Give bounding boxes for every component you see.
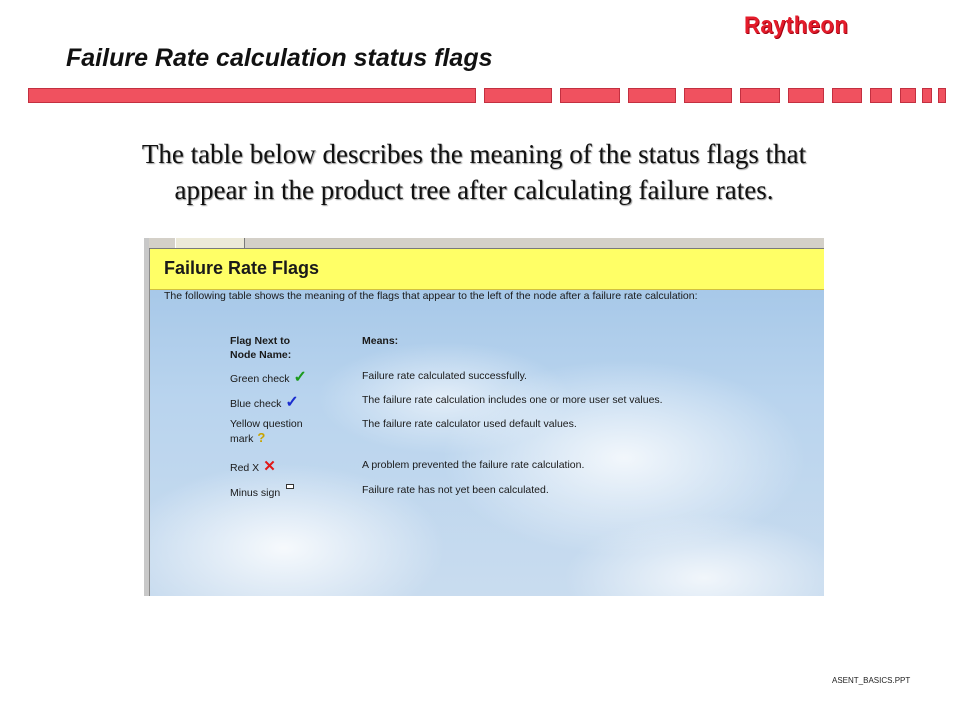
- help-screenshot: [144, 238, 824, 596]
- means-red-x: A problem prevented the failure rate calculation.: [362, 459, 585, 471]
- bar-segment: [938, 88, 946, 103]
- bar-segment: [832, 88, 862, 103]
- intro-line-1: The table below describes the meaning of the status flags that: [141, 139, 807, 169]
- failure-rate-flags-heading: Failure Rate Flags: [164, 258, 320, 278]
- bar-segment: [788, 88, 824, 103]
- bar-segment: [28, 88, 476, 103]
- flag-label-line-1: Yellow question: [230, 418, 303, 430]
- means-green-check: Failure rate calculated successfully.: [362, 370, 527, 382]
- intro-line-2: appear in the product tree after calculating failure rates.: [174, 175, 774, 205]
- decorative-bar: [28, 88, 948, 104]
- green-check-icon: ✓: [293, 369, 307, 386]
- bar-segment: [484, 88, 552, 103]
- flag-label: Red X: [230, 462, 260, 474]
- window-left-edge: [144, 238, 150, 596]
- flag-red-x: [230, 460, 276, 475]
- raytheon-logo: Raytheon: [744, 12, 849, 39]
- bar-segment: [870, 88, 892, 103]
- means-blue-check: The failure rate calculation includes one or more user set values.: [362, 394, 663, 406]
- bar-segment: [560, 88, 620, 103]
- bar-segment: [740, 88, 780, 103]
- column-header-flag-line-2: Node Name:: [230, 349, 292, 361]
- flag-label: Green check: [230, 373, 290, 385]
- yellow-question-icon: ?: [257, 430, 266, 445]
- means-yellow-question: The failure rate calculator used default values.: [362, 418, 577, 430]
- heading-banner: [150, 249, 824, 290]
- help-description: The following table shows the meaning of the flags that appear to the left of the node after a failure rate calculation:: [164, 290, 698, 302]
- red-x-icon: ✕: [263, 458, 276, 475]
- minus-icon: [286, 484, 294, 489]
- slide-title: Failure Rate calculation status flags: [66, 44, 493, 72]
- flag-label: Minus sign: [230, 487, 281, 499]
- column-header-means: Means:: [362, 335, 399, 347]
- window-tab[interactable]: [175, 238, 245, 248]
- bar-segment: [684, 88, 732, 103]
- column-header-flag: [230, 334, 291, 362]
- flag-blue-check: [230, 396, 299, 411]
- flag-label-line-2: mark: [230, 433, 254, 445]
- flag-green-check: [230, 371, 307, 386]
- flag-yellow-question: [230, 417, 303, 446]
- bar-segment: [922, 88, 932, 103]
- bar-segment: [628, 88, 676, 103]
- means-minus-sign: Failure rate has not yet been calculated.: [362, 484, 549, 496]
- bar-segment: [900, 88, 916, 103]
- flag-label: Blue check: [230, 398, 282, 410]
- column-header-flag-line-1: Flag Next to: [230, 335, 291, 347]
- footer-filename: ASENT_BASICS.PPT: [832, 676, 911, 685]
- flag-minus-sign: [230, 484, 294, 500]
- blue-check-icon: ✓: [285, 394, 299, 411]
- intro-text: [40, 136, 908, 208]
- window-tab-strip: [149, 238, 824, 249]
